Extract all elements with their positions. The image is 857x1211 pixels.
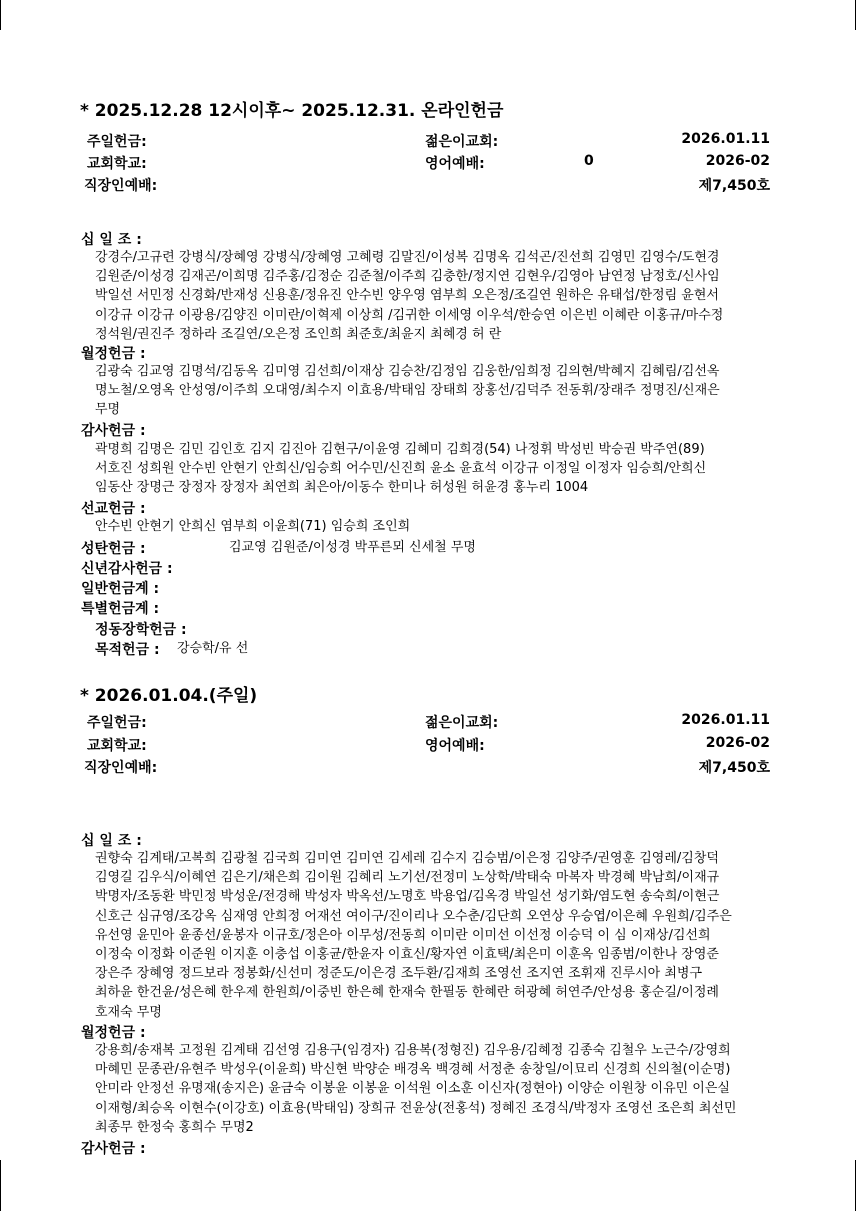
s1-workers-worship-label: 직장인예배: — [84, 178, 158, 194]
section1-header: * 2025.12.28 12시이후~ 2025.12.31. 온라인헌금 — [80, 101, 504, 121]
name-line: 신호근 심규영/조강옥 심재영 안희정 어재선 여이구/진이리나 오수춘/김단희 오연상 우승엽/이은혜 우원희/김주은 — [95, 908, 732, 924]
name-line: 이강규 이강규 이광용/김양진 이미란/이혁제 이상희 /김귀한 이세영 이우석/한승연 이은빈 이혜란 이홍규/마수정 — [95, 307, 724, 323]
name-line: 정석원/권진주 정하라 조길연/오은정 조인희 최준호/최윤지 최혜경 허 란 — [95, 326, 502, 342]
s1-christmas-label: 성탄헌금 : — [81, 541, 146, 557]
s1-mission-names — [95, 517, 410, 536]
crop-mark-bottom-right — [855, 1160, 856, 1211]
s1-general-total-label: 일반헌금계 : — [81, 581, 160, 597]
s2-monthly-label: 월정헌금 : — [81, 1025, 146, 1041]
s2-church-school-label: 교회학교: — [87, 738, 147, 754]
name-line: 안미라 안정선 유명재(송지은) 윤금숙 이봉윤 이봉윤 이석원 이소훈 이신자(정현아) 이양순 이원창 이유민 이은실 — [95, 1081, 730, 1097]
section2-header: * 2026.01.04.(주일) — [80, 686, 258, 706]
s1-special-total-label: 특별헌금계 : — [81, 601, 160, 617]
s2-month: 2026-02 — [705, 735, 770, 751]
s1-purpose-label: 목적헌금 : — [95, 642, 160, 658]
name-line: 강경수/고규련 강병식/장혜영 강병식/장혜영 고혜령 김말진/이성복 김명옥 김석곤/진선희 김영민 김영수/도현경 — [95, 250, 720, 265]
s1-date: 2026.01.11 — [681, 131, 770, 147]
name-line: 마혜민 문종관/유현주 박성우(이윤희) 박신현 박양순 배경옥 백경혜 서정춘 송창일/이묘리 신경희 신의철(이순명) — [95, 1062, 731, 1078]
name-line: 박명자/조동환 박민정 박성운/전경해 박성자 박옥선/노명호 박용업/김옥경 박일선 성기화/염도현 송숙희/이현근 — [95, 889, 720, 905]
name-line: 장은주 장혜영 정드보라 정봉화/신선미 정준도/이은경 조두환/김재희 조영선 조지연 조휘재 진루시아 최병구 — [95, 966, 703, 982]
s1-month: 2026-02 — [705, 153, 770, 169]
name-line: 서호진 성희원 안수빈 안현기 안희신/임승희 어수민/신진희 윤소 윤효석 이강규 이정일 이정자 임승희/안희신 — [95, 461, 707, 477]
s2-tithe-label: 십 일 조 : — [81, 833, 142, 849]
s2-issue-number: 제7,450호 — [698, 760, 770, 776]
name-line: 최종무 한정숙 홍희수 무명2 — [95, 1119, 254, 1135]
name-line: 이재형/최승옥 이현수(이강호) 이효용(박태임) 장희규 전윤상(전홍석) 정혜진 조경식/박정자 조영선 조은희 최선민 — [95, 1100, 737, 1116]
s1-tithe-label: 십 일 조 : — [81, 232, 142, 248]
s1-english-worship-value: 0 — [584, 153, 594, 169]
s2-english-worship-label: 영어예배: — [425, 738, 485, 754]
s1-mission-label: 선교헌금 : — [81, 501, 146, 517]
name-line: 최하윤 한건윤/성은혜 한우제 한원희/이중빈 한은혜 한재숙 한필동 한혜란 허광혜 허연주/안성용 홍순길/이정례 — [95, 985, 719, 1001]
s2-young-church-label: 젊은이교회: — [425, 715, 499, 731]
s2-workers-worship-label: 직장인예배: — [84, 760, 158, 776]
name-line: 무명 — [95, 402, 121, 418]
s1-tithe-names — [95, 248, 723, 344]
name-line: 유선영 윤민아 윤종선/윤봉자 이규호/정은아 이무성/전동희 이미란 이미선 이선정 이승덕 이 심 이재상/김선희 — [95, 927, 711, 943]
name-line: 김영길 김우식/이혜연 김은기/채은희 김이원 김혜리 노기선/전정미 노상학/박태숙 마복자 박경혜 박남희/이재규 — [95, 870, 720, 886]
s2-date: 2026.01.11 — [681, 712, 770, 728]
name-line: 강용희/송재복 고정원 김계태 김선영 김용구(임경자) 김용복(정형진) 김우용/김혜정 김종숙 김철우 노근수/강영희 — [95, 1043, 731, 1058]
s1-thanks-label: 감사헌금 : — [81, 423, 146, 439]
crop-mark-bottom-left — [0, 1160, 1, 1211]
s1-monthly-label: 월정헌금 : — [81, 346, 146, 362]
s1-newyear-label: 신년감사헌금 : — [81, 561, 173, 577]
s1-thanks-names — [95, 440, 706, 498]
crop-mark-top-left — [0, 0, 1, 30]
s1-monthly-names — [95, 362, 720, 420]
name-line: 박일선 서민정 신경화/반재성 신용훈/정유진 안수빈 양우영 염부희 오은정/조길연 원하은 유태섭/한정림 윤현서 — [95, 288, 719, 304]
crop-mark-top-right — [855, 0, 856, 30]
name-line: 호재숙 무명 — [95, 1004, 162, 1020]
s1-purpose-names: 강승학/유 선 — [177, 641, 249, 656]
s1-christmas-names: 김교영 김원준/이성경 박푸른뫼 신세철 무명 — [229, 540, 476, 555]
s1-issue-number: 제7,450호 — [698, 178, 770, 194]
name-line: 김광숙 김교영 김명석/김동옥 김미영 김선희/이재상 김승찬/김정임 김웅한/임희정 김의현/박혜지 김혜림/김선옥 — [95, 364, 720, 379]
s1-church-school-label: 교회학교: — [87, 156, 147, 172]
s1-sunday-label: 주일헌금: — [87, 134, 147, 150]
s2-sunday-label: 주일헌금: — [87, 715, 147, 731]
s1-young-church-label: 젊은이교회: — [425, 134, 499, 150]
name-line: 이정숙 이정화 이준원 이지훈 이충섭 이홍균/한윤자 이효신/황자연 이효택/최은미 이훈옥 임종범/이한나 장영준 — [95, 947, 719, 963]
name-line: 곽명희 김명은 김민 김인호 김지 김진아 김현구/이윤영 김혜미 김희경(54) 나정휘 박성빈 박승권 박주연(89) — [95, 442, 705, 457]
s2-monthly-names — [95, 1041, 737, 1137]
s1-scholarship-label: 정동장학헌금 : — [95, 622, 187, 638]
name-line: 권향숙 김계태/고복희 김광철 김국희 김미연 김미연 김세레 김수지 김승범/이은정 김양주/권영훈 김영레/김창덕 — [95, 851, 719, 866]
name-line: 안수빈 안현기 안희신 염부희 이윤희(71) 임승희 조인희 — [95, 519, 411, 534]
name-line: 명노철/오영옥 안성영/이주희 오대영/최수지 이효용/박태임 장태희 장홍선/김덕주 전동휘/장래주 정명진/신재은 — [95, 383, 720, 399]
name-line: 임동산 장명근 장정자 장정자 최연희 최은아/이동수 한미나 허성원 허윤경 홍누리 1004 — [95, 480, 589, 496]
s2-tithe-names — [95, 849, 732, 1022]
name-line: 김원준/이성경 김재곤/이희명 김주홍/김정순 김준철/이주희 김충한/정지연 김현우/김영아 남연정 남정호/신사임 — [95, 269, 720, 285]
s2-thanks-label: 감사헌금 : — [81, 1141, 146, 1157]
s1-english-worship-label: 영어예배: — [425, 156, 485, 172]
